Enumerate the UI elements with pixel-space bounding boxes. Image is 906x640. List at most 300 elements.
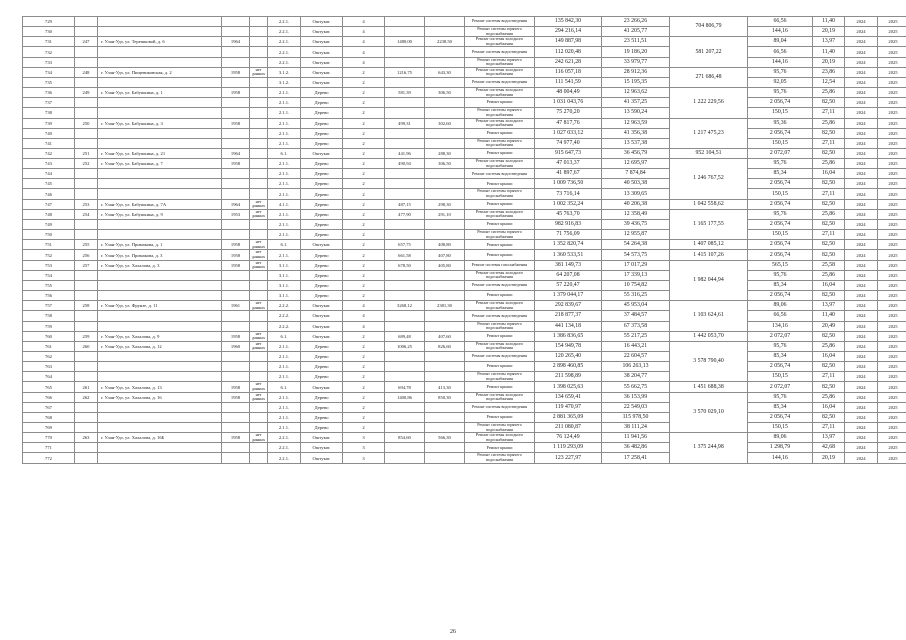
living-area-cell: 288,30 [425, 148, 465, 158]
house-number-cell: 259 [75, 331, 98, 341]
table-row [23, 98, 906, 108]
row-number-cell: 745 [23, 179, 75, 189]
row-number-cell: 772 [23, 453, 75, 463]
cost-work-cell: 441 134,18 [535, 321, 602, 331]
cost-design-cell: 17 258,41 [602, 453, 670, 463]
commission-year-cell [250, 352, 268, 362]
build-year-cell: 1958 [222, 88, 250, 98]
unit-cost-design-cell: 13,97 [813, 301, 845, 311]
living-area-cell [425, 108, 465, 118]
cost-design-cell: 22 604,57 [602, 352, 670, 362]
wall-material-cell: Дерево [301, 230, 343, 240]
build-year-cell: 1961 [222, 301, 250, 311]
year-start-cell: 2024 [845, 209, 878, 219]
total-area-cell [385, 189, 425, 199]
house-number-cell [75, 220, 98, 230]
year-end-cell: 2025 [878, 341, 906, 351]
total-area-cell: 689,48 [385, 331, 425, 341]
build-year-cell [222, 17, 250, 27]
row-number-cell: 753 [23, 260, 75, 270]
floors-cell: 2 [343, 230, 385, 240]
unit-cost-design-cell: 82,50 [813, 331, 845, 341]
cost-design-cell: 17 017,29 [602, 260, 670, 270]
work-type-cell: Ремонт крыши [465, 240, 535, 250]
living-area-cell [425, 47, 465, 57]
category-cell: 2.2.1. [268, 17, 301, 27]
cost-work-cell: 211 080,87 [535, 423, 602, 433]
year-start-cell: 2024 [845, 301, 878, 311]
unit-cost-work-cell: 92,05 [748, 77, 813, 87]
commission-year-cell: нет данных [250, 209, 268, 219]
year-end-cell: 2025 [878, 169, 906, 179]
build-year-cell [222, 230, 250, 240]
floors-cell: 2 [343, 250, 385, 260]
category-cell: 6.1. [268, 148, 301, 158]
row-number-cell: 768 [23, 412, 75, 422]
work-type-cell: Ремонт системы водоотведения [465, 402, 535, 412]
wall-material-cell: Дерево [301, 372, 343, 382]
unit-cost-work-cell: 144,16 [748, 57, 813, 67]
living-area-cell: 405,80 [425, 260, 465, 270]
living-area-cell: 407,80 [425, 250, 465, 260]
commission-year-cell [250, 362, 268, 372]
floors-cell: 2 [343, 402, 385, 412]
unit-cost-work-cell: 2 072,07 [748, 331, 813, 341]
unit-cost-work-cell: 150,15 [748, 189, 813, 199]
living-area-cell [425, 453, 465, 463]
build-year-cell [222, 108, 250, 118]
category-cell: 3.1.1. [268, 270, 301, 280]
table-row [23, 37, 906, 47]
address-cell [98, 128, 222, 138]
commission-year-cell [250, 311, 268, 321]
row-number-cell: 736 [23, 88, 75, 98]
build-year-cell [222, 189, 250, 199]
house-total-cell: 271 686,48 [670, 67, 748, 87]
house-number-cell: 263 [75, 433, 98, 443]
table-row [23, 118, 906, 128]
address-cell [98, 453, 222, 463]
floors-cell: 2 [343, 179, 385, 189]
floors-cell: 2 [343, 138, 385, 148]
total-area-cell [385, 230, 425, 240]
commission-year-cell: нет данных [250, 433, 268, 443]
work-type-cell: Ремонт системы горячего водоснабжения [465, 108, 535, 118]
unit-cost-design-cell: 82,50 [813, 98, 845, 108]
cost-work-cell: 74 977,40 [535, 138, 602, 148]
year-start-cell: 2024 [845, 321, 878, 331]
year-start-cell: 2024 [845, 240, 878, 250]
unit-cost-work-cell: 150,15 [748, 108, 813, 118]
work-type-cell: Ремонт системы горячего водоснабжения [465, 372, 535, 382]
wall-material-cell: Оштукат. [301, 17, 343, 27]
living-area-cell [425, 17, 465, 27]
cost-work-cell: 982 916,83 [535, 220, 602, 230]
category-cell: 6.1. [268, 331, 301, 341]
address-cell [98, 281, 222, 291]
wall-material-cell: Дерево [301, 412, 343, 422]
address-cell [98, 372, 222, 382]
category-cell: 2.1.1. [268, 362, 301, 372]
living-area-cell [425, 57, 465, 67]
commission-year-cell: нет данных [250, 331, 268, 341]
unit-cost-work-cell: 2 056,74 [748, 179, 813, 189]
cost-work-cell: 292 839,67 [535, 301, 602, 311]
house-number-cell [75, 412, 98, 422]
work-type-cell: Ремонт крыши [465, 128, 535, 138]
living-area-cell [425, 27, 465, 37]
house-number-cell: 257 [75, 260, 98, 270]
house-number-cell: 258 [75, 301, 98, 311]
living-area-cell: 302,60 [425, 118, 465, 128]
table-row [23, 341, 906, 351]
cost-work-cell: 119 470,97 [535, 402, 602, 412]
unit-cost-work-cell: 95,76 [748, 159, 813, 169]
wall-material-cell: Дерево [301, 138, 343, 148]
work-type-cell: Ремонт системы холодного водоснабжения [465, 209, 535, 219]
address-cell [98, 47, 222, 57]
unit-cost-design-cell: 11,40 [813, 311, 845, 321]
floors-cell: 2 [343, 209, 385, 219]
unit-cost-work-cell: 2 072,07 [748, 382, 813, 392]
unit-cost-design-cell: 12,54 [813, 77, 845, 87]
row-number-cell: 766 [23, 392, 75, 402]
category-cell: 2.2.2. [268, 321, 301, 331]
address-cell [98, 179, 222, 189]
cost-work-cell: 294 216,14 [535, 27, 602, 37]
cost-work-cell: 134 659,41 [535, 392, 602, 402]
table-row [23, 372, 906, 382]
wall-material-cell: Оштукат. [301, 331, 343, 341]
build-year-cell [222, 47, 250, 57]
row-number-cell: 738 [23, 108, 75, 118]
cost-design-cell: 13 537,38 [602, 138, 670, 148]
wall-material-cell: Дерево [301, 88, 343, 98]
total-area-cell: 1480,00 [385, 37, 425, 47]
year-start-cell: 2024 [845, 179, 878, 189]
house-total-cell: 1 982 044,94 [670, 260, 748, 301]
total-area-cell [385, 98, 425, 108]
house-total-cell: 1 407 085,12 [670, 240, 748, 250]
floors-cell: 4 [343, 17, 385, 27]
unit-cost-work-cell: 2 056,74 [748, 98, 813, 108]
row-number-cell: 771 [23, 443, 75, 453]
total-area-cell: 661,58 [385, 250, 425, 260]
house-number-cell: 249 [75, 88, 98, 98]
commission-year-cell [250, 423, 268, 433]
category-cell: 2.1.1. [268, 412, 301, 422]
table-row [23, 159, 906, 169]
address-cell: г. Улан-Удэ, ул. Хахалова, д. 13 [98, 382, 222, 392]
commission-year-cell: нет данных [250, 67, 268, 77]
year-start-cell: 2024 [845, 57, 878, 67]
floors-cell: 2 [343, 169, 385, 179]
living-area-cell [425, 230, 465, 240]
commission-year-cell: нет данных [250, 199, 268, 209]
wall-material-cell: Оштукат. [301, 37, 343, 47]
wall-material-cell: Оштукат. [301, 67, 343, 77]
year-start-cell: 2024 [845, 47, 878, 57]
commission-year-cell [250, 88, 268, 98]
house-number-cell [75, 443, 98, 453]
total-area-cell [385, 77, 425, 87]
work-type-cell: Ремонт крыши [465, 412, 535, 422]
table-row [23, 199, 906, 209]
work-type-cell: Ремонт системы холодного водоснабжения [465, 159, 535, 169]
cost-work-cell: 57 220,47 [535, 281, 602, 291]
unit-cost-design-cell: 82,50 [813, 382, 845, 392]
house-total-cell: 581 207,22 [670, 37, 748, 67]
cost-design-cell: 41 356,38 [602, 128, 670, 138]
wall-material-cell: Дерево [301, 98, 343, 108]
cost-design-cell: 33 979,77 [602, 57, 670, 67]
year-end-cell: 2025 [878, 382, 906, 392]
living-area-cell: 2381,30 [425, 301, 465, 311]
cost-work-cell: 242 621,28 [535, 57, 602, 67]
total-area-cell [385, 138, 425, 148]
cost-design-cell: 23 266,26 [602, 17, 670, 27]
wall-material-cell: Оштукат. [301, 453, 343, 463]
build-year-cell [222, 443, 250, 453]
table-row [23, 77, 906, 87]
address-cell: г. Улан-Удэ, ул. Терешковой, д. 6 [98, 37, 222, 47]
unit-cost-design-cell: 11,40 [813, 47, 845, 57]
wall-material-cell: Дерево [301, 260, 343, 270]
house-number-cell [75, 321, 98, 331]
cost-work-cell: 218 877,37 [535, 311, 602, 321]
wall-material-cell: Оштукат. [301, 382, 343, 392]
unit-cost-design-cell: 82,50 [813, 199, 845, 209]
work-type-cell: Ремонт системы холодного водоснабжения [465, 37, 535, 47]
house-total-cell: 3 578 790,40 [670, 341, 748, 382]
row-number-cell: 760 [23, 331, 75, 341]
cost-work-cell: 48 004,49 [535, 88, 602, 98]
address-cell [98, 291, 222, 301]
house-number-cell: 252 [75, 159, 98, 169]
category-cell: 2.1.1. [268, 169, 301, 179]
cost-design-cell: 67 373,58 [602, 321, 670, 331]
address-cell [98, 77, 222, 87]
cost-design-cell: 37 484,57 [602, 311, 670, 321]
cost-design-cell: 54 264,38 [602, 240, 670, 250]
floors-cell: 2 [343, 189, 385, 199]
year-start-cell: 2024 [845, 433, 878, 443]
house-number-cell: 254 [75, 209, 98, 219]
address-cell: г. Улан-Удэ, ул. Бабушкина, д. 21 [98, 148, 222, 158]
year-end-cell: 2025 [878, 220, 906, 230]
wall-material-cell: Дерево [301, 169, 343, 179]
work-type-cell: Ремонт крыши [465, 443, 535, 453]
cost-work-cell: 915 647,73 [535, 148, 602, 158]
build-year-cell [222, 169, 250, 179]
floors-cell: 2 [343, 148, 385, 158]
unit-cost-work-cell: 95,76 [748, 392, 813, 402]
build-year-cell: 1958 [222, 433, 250, 443]
cost-work-cell: 211 598,89 [535, 372, 602, 382]
table-row [23, 311, 906, 321]
house-number-cell: 251 [75, 148, 98, 158]
unit-cost-design-cell: 27,11 [813, 138, 845, 148]
table-row [23, 189, 906, 199]
cost-design-cell: 36 456,79 [602, 148, 670, 158]
table-row [23, 392, 906, 402]
commission-year-cell [250, 179, 268, 189]
address-cell [98, 108, 222, 118]
wall-material-cell: Дерево [301, 250, 343, 260]
total-area-cell: 499,31 [385, 118, 425, 128]
category-cell: 2.2.1. [268, 443, 301, 453]
cost-design-cell: 22 549,03 [602, 402, 670, 412]
year-start-cell: 2024 [845, 138, 878, 148]
table-row [23, 382, 906, 392]
year-end-cell: 2025 [878, 230, 906, 240]
cost-work-cell: 1 379 044,17 [535, 291, 602, 301]
total-area-cell [385, 291, 425, 301]
total-area-cell: 581,39 [385, 88, 425, 98]
commission-year-cell [250, 453, 268, 463]
year-start-cell: 2024 [845, 341, 878, 351]
house-total-cell: 1 222 229,56 [670, 88, 748, 118]
table-row [23, 402, 906, 412]
floors-cell: 2 [343, 108, 385, 118]
category-cell: 4.1.1. [268, 199, 301, 209]
year-start-cell: 2024 [845, 148, 878, 158]
year-end-cell: 2025 [878, 128, 906, 138]
row-number-cell: 758 [23, 311, 75, 321]
unit-cost-design-cell: 25,86 [813, 159, 845, 169]
address-cell: г. Улан-Удэ, ул. Бабушкина, д. 1 [98, 88, 222, 98]
build-year-cell [222, 412, 250, 422]
year-end-cell: 2025 [878, 98, 906, 108]
address-cell [98, 402, 222, 412]
unit-cost-work-cell: 95,76 [748, 88, 813, 98]
floors-cell: 2 [343, 98, 385, 108]
year-start-cell: 2024 [845, 402, 878, 412]
cost-work-cell: 1 002 352,24 [535, 199, 602, 209]
category-cell: 3.1.2. [268, 77, 301, 87]
house-number-cell [75, 189, 98, 199]
unit-cost-design-cell: 16,04 [813, 169, 845, 179]
wall-material-cell: Дерево [301, 392, 343, 402]
address-cell [98, 423, 222, 433]
address-cell [98, 138, 222, 148]
total-area-cell: 1216,75 [385, 67, 425, 77]
unit-cost-work-cell: 565,15 [748, 260, 813, 270]
category-cell: 2.1.1. [268, 98, 301, 108]
row-number-cell: 764 [23, 372, 75, 382]
year-end-cell: 2025 [878, 443, 906, 453]
table-row [23, 57, 906, 67]
total-area-cell [385, 453, 425, 463]
address-cell [98, 189, 222, 199]
cost-design-cell: 45 953,04 [602, 301, 670, 311]
cost-work-cell: 123 227,97 [535, 453, 602, 463]
year-end-cell: 2025 [878, 311, 906, 321]
build-year-cell: 1958 [222, 260, 250, 270]
floors-cell: 2 [343, 372, 385, 382]
living-area-cell [425, 270, 465, 280]
table-row [23, 250, 906, 260]
cost-design-cell: 36 482,86 [602, 443, 670, 453]
table-row [23, 281, 906, 291]
total-area-cell [385, 443, 425, 453]
unit-cost-design-cell: 82,50 [813, 220, 845, 230]
work-type-cell: Ремонт системы холодного водоснабжения [465, 301, 535, 311]
year-start-cell: 2024 [845, 362, 878, 372]
year-start-cell: 2024 [845, 37, 878, 47]
category-cell: 2.2.1. [268, 27, 301, 37]
cost-design-cell: 13 590,24 [602, 108, 670, 118]
year-start-cell: 2024 [845, 128, 878, 138]
house-number-cell [75, 169, 98, 179]
floors-cell: 4 [343, 311, 385, 321]
category-cell: 2.1.1. [268, 392, 301, 402]
unit-cost-work-cell: 150,15 [748, 423, 813, 433]
build-year-cell [222, 98, 250, 108]
house-number-cell: 255 [75, 240, 98, 250]
year-end-cell: 2025 [878, 412, 906, 422]
commission-year-cell [250, 108, 268, 118]
unit-cost-design-cell: 20,19 [813, 453, 845, 463]
house-number-cell [75, 17, 98, 27]
year-end-cell: 2025 [878, 17, 906, 27]
floors-cell: 2 [343, 352, 385, 362]
floors-cell: 4 [343, 27, 385, 37]
unit-cost-work-cell: 66,56 [748, 17, 813, 27]
living-area-cell [425, 402, 465, 412]
living-area-cell [425, 423, 465, 433]
wall-material-cell: Дерево [301, 220, 343, 230]
house-total-cell: 1 246 767,52 [670, 159, 748, 200]
unit-cost-design-cell: 25,86 [813, 341, 845, 351]
total-area-cell: 441,96 [385, 148, 425, 158]
total-area-cell [385, 402, 425, 412]
row-number-cell: 730 [23, 27, 75, 37]
floors-cell: 4 [343, 321, 385, 331]
address-cell: г. Улан-Удэ, ул. Бабушкина, д. 7А [98, 199, 222, 209]
cost-design-cell: 39 436,75 [602, 220, 670, 230]
category-cell: 2.2.2. [268, 311, 301, 321]
unit-cost-design-cell: 25,86 [813, 118, 845, 128]
living-area-cell: 306,50 [425, 159, 465, 169]
cost-design-cell: 11 941,56 [602, 433, 670, 443]
address-cell [98, 362, 222, 372]
table-row [23, 67, 906, 77]
row-number-cell: 750 [23, 230, 75, 240]
cost-work-cell: 47 013,37 [535, 159, 602, 169]
living-area-cell: 413,30 [425, 382, 465, 392]
house-number-cell [75, 98, 98, 108]
unit-cost-work-cell: 85,34 [748, 169, 813, 179]
cost-design-cell: 106 263,13 [602, 362, 670, 372]
table-row [23, 240, 906, 250]
row-number-cell: 734 [23, 67, 75, 77]
address-cell: г. Улан-Удэ, ул. Бабушкина, д. 9 [98, 209, 222, 219]
house-number-cell [75, 138, 98, 148]
cost-work-cell: 47 817,76 [535, 118, 602, 128]
unit-cost-design-cell: 82,50 [813, 240, 845, 250]
commission-year-cell [250, 17, 268, 27]
row-number-cell: 739 [23, 118, 75, 128]
floors-cell: 2 [343, 291, 385, 301]
living-area-cell [425, 138, 465, 148]
table-body [23, 17, 906, 464]
wall-material-cell: Оштукат. [301, 311, 343, 321]
row-number-cell: 761 [23, 341, 75, 351]
total-area-cell [385, 412, 425, 422]
cost-design-cell: 12 955,87 [602, 230, 670, 240]
build-year-cell [222, 179, 250, 189]
